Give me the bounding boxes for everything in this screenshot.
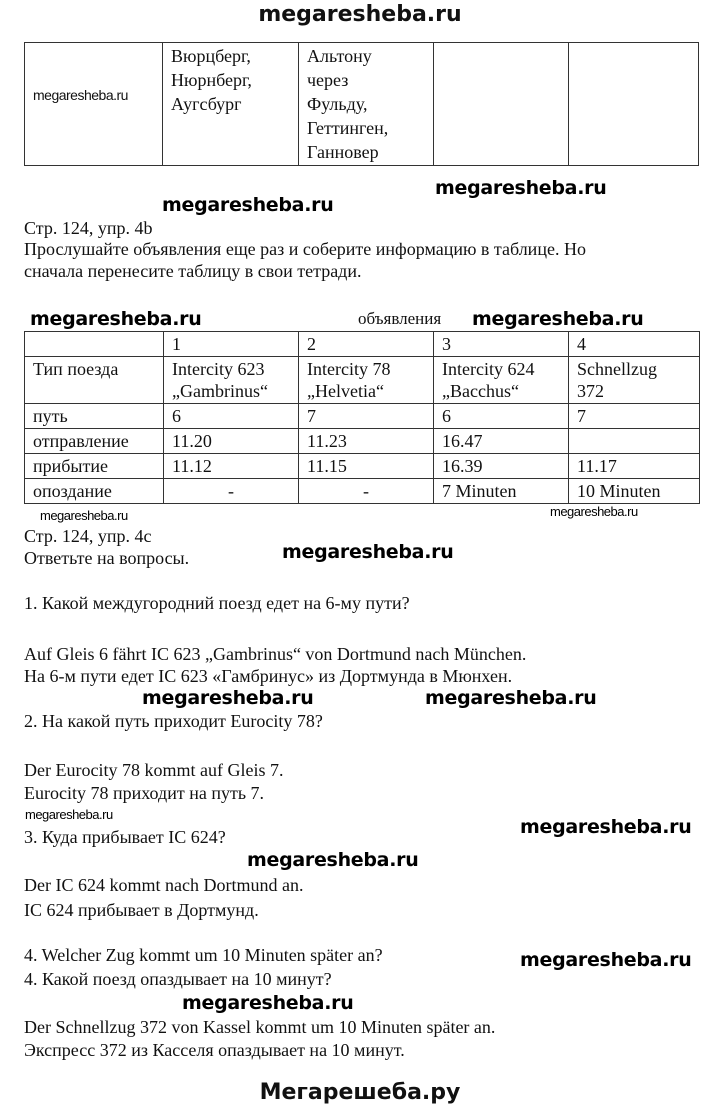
table-cell: 11.17: [569, 454, 700, 479]
watermark: megaresheba.ru: [30, 308, 202, 330]
site-footer: Мегарешеба.ру: [259, 1080, 461, 1105]
table-cell: опоздание: [25, 479, 164, 504]
answer-2-de: Der Eurocity 78 kommt auf Gleis 7.: [24, 760, 284, 780]
table-cell: отправление: [25, 429, 164, 454]
watermark: megaresheba.ru: [142, 687, 314, 709]
table-cell: 11.23: [299, 429, 434, 454]
table-header-cell: 2: [299, 332, 434, 357]
table-cell: 6: [164, 404, 299, 429]
table-cell: -: [299, 479, 434, 504]
watermark: megaresheba.ru: [282, 541, 454, 563]
table-cell: 16.47: [434, 429, 569, 454]
watermark: megaresheba.ru: [550, 504, 638, 519]
table-cell: 16.39: [434, 454, 569, 479]
answer-3-ru: IC 624 прибывает в Дортмунд.: [24, 900, 259, 920]
table-cell: 7: [569, 404, 700, 429]
watermark: megaresheba.ru: [425, 687, 597, 709]
answer-3-de: Der IC 624 kommt nach Dortmund an.: [24, 875, 304, 895]
watermark: megaresheba.ru: [162, 194, 334, 216]
table-cell: Schnellzug 372: [569, 357, 700, 404]
table-header-cell: 4: [569, 332, 700, 357]
answer-1-de: Auf Gleis 6 fährt IC 623 „Gambrinus“ von Dortmund nach München.: [24, 644, 527, 664]
table-cell: [569, 429, 700, 454]
table-cell: 10 Minuten: [569, 479, 700, 504]
table-cell: -: [164, 479, 299, 504]
table-cell: 11.15: [299, 454, 434, 479]
table-caption: объявления: [358, 309, 442, 328]
table-cell: 7 Minuten: [434, 479, 569, 504]
table-cell: 6: [434, 404, 569, 429]
table-cell: Intercity 78 „Helvetia“: [299, 357, 434, 404]
instruction-text: Прослушайте объявления еще раз и соберите информацию в таблице. Но: [24, 239, 586, 259]
question-4-de: 4. Welcher Zug kommt um 10 Minuten später an?: [24, 945, 383, 965]
table-cell: megaresheba.ru: [25, 43, 163, 166]
table-header-cell: [25, 332, 164, 357]
question-3: 3. Куда прибывает IC 624?: [24, 827, 226, 847]
answer-1-ru: На 6-м пути едет IC 623 «Гамбринус» из Дортмунда в Мюнхен.: [24, 666, 513, 686]
table-cell: [569, 43, 699, 166]
table-cell: 11.20: [164, 429, 299, 454]
table-row: [25, 357, 700, 404]
answer-4-ru: Экспресс 372 из Касселя опаздывает на 10 минут.: [24, 1040, 405, 1060]
exercise-heading: Стр. 124, упр. 4b: [24, 218, 153, 238]
question-2: 2. На какой путь приходит Eurocity 78?: [24, 711, 323, 731]
table-cell: путь: [25, 404, 164, 429]
announcements-table: [24, 331, 700, 504]
table-cell: Intercity 623 „Gambrinus“: [164, 357, 299, 404]
table-header-cell: 1: [164, 332, 299, 357]
watermark: megaresheba.ru: [25, 807, 113, 822]
watermark: megaresheba.ru: [40, 508, 128, 523]
table-cell: Тип поезда: [25, 357, 164, 404]
table-row: [25, 404, 700, 429]
watermark: megaresheba.ru: [472, 308, 644, 330]
table-cell: Альтону через Фульду, Геттинген, Ганновер: [299, 43, 434, 166]
watermark: megaresheba.ru: [520, 816, 692, 838]
answer-4-de: Der Schnellzug 372 von Kassel kommt um 10 Minuten später an.: [24, 1017, 496, 1037]
instruction-text: сначала перенесите таблицу в свои тетради.: [24, 261, 362, 281]
table-row: [25, 454, 700, 479]
table-cell: 11.12: [164, 454, 299, 479]
instruction-text: Ответьте на вопросы.: [24, 548, 190, 568]
table-cell: [434, 43, 569, 166]
table-cell: 7: [299, 404, 434, 429]
site-header: megaresheba.ru: [258, 2, 462, 27]
route-table: [24, 42, 699, 166]
table-header-cell: 3: [434, 332, 569, 357]
table-cell: Intercity 624 „Bacchus“: [434, 357, 569, 404]
table-row: [25, 429, 700, 454]
exercise-heading: Стр. 124, упр. 4c: [24, 526, 152, 546]
watermark: megaresheba.ru: [520, 949, 692, 971]
table-cell: Вюрцберг, Нюрнберг, Аугсбург: [163, 43, 299, 166]
question-4-ru: 4. Какой поезд опаздывает на 10 минут?: [24, 969, 332, 989]
table-cell: прибытие: [25, 454, 164, 479]
question-1: 1. Какой междугородний поезд едет на 6-му пути?: [24, 593, 410, 613]
watermark: megaresheba.ru: [182, 992, 354, 1014]
watermark: megaresheba.ru: [247, 849, 419, 871]
table-row: [25, 479, 700, 504]
watermark: megaresheba.ru: [435, 177, 607, 199]
answer-2-ru: Eurocity 78 приходит на путь 7.: [24, 783, 265, 803]
